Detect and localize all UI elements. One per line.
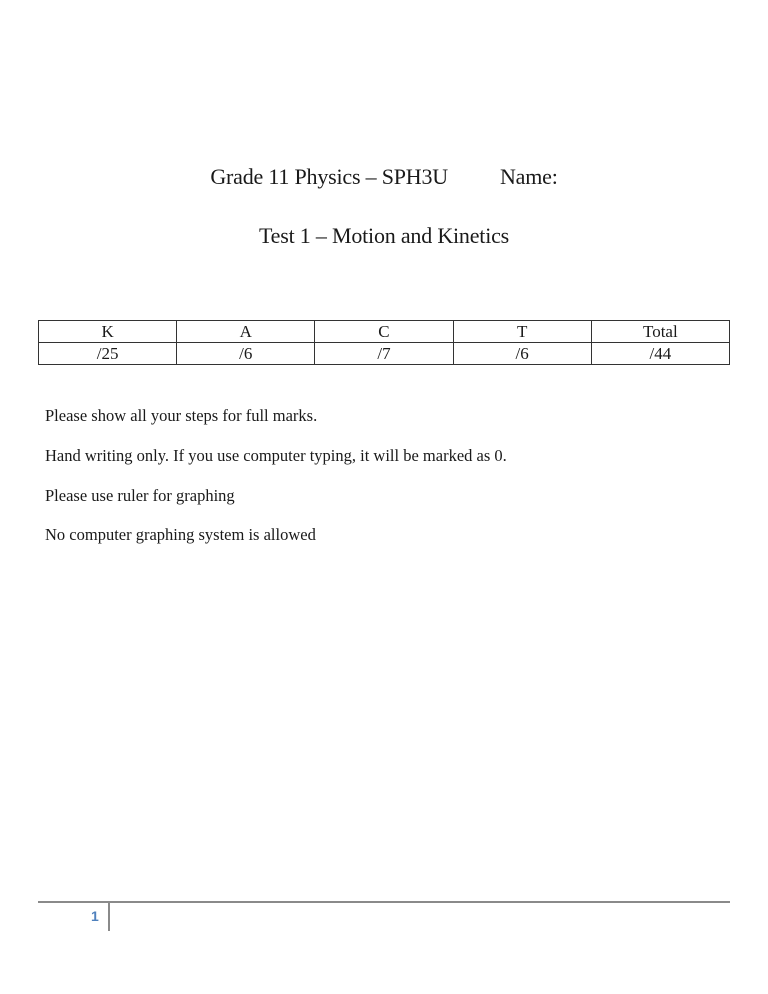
header-cell-k: K [39, 321, 177, 343]
value-cell-total: /44 [591, 343, 729, 365]
page-number: 1 [91, 908, 99, 924]
header-cell-c: C [315, 321, 453, 343]
instruction-ruler: Please use ruler for graphing [45, 486, 235, 505]
test-title: Test 1 – Motion and Kinetics [258, 223, 510, 248]
footer-rule [38, 901, 730, 903]
value-cell-c: /7 [315, 343, 453, 365]
instruction-steps: Please show all your steps for full marks. [45, 406, 318, 425]
course-title-line [0, 164, 768, 190]
header-cell-a: A [177, 321, 315, 343]
instruction-handwriting: Hand writing only. If you use computer typing, it will be marked as 0. [45, 446, 507, 465]
value-cell-k: /25 [39, 343, 177, 365]
course-title: Grade 11 Physics – SPH3U [210, 164, 448, 189]
instruction-no-computer: No computer graphing system is allowed [45, 525, 316, 544]
footer-divider [108, 903, 110, 931]
marks-header-row [39, 321, 730, 343]
marks-table [38, 320, 730, 365]
value-cell-a: /6 [177, 343, 315, 365]
name-label: Name: [499, 164, 558, 189]
header-cell-total: Total [591, 321, 729, 343]
header-cell-t: T [453, 321, 591, 343]
value-cell-t: /6 [453, 343, 591, 365]
marks-value-row [39, 343, 730, 365]
